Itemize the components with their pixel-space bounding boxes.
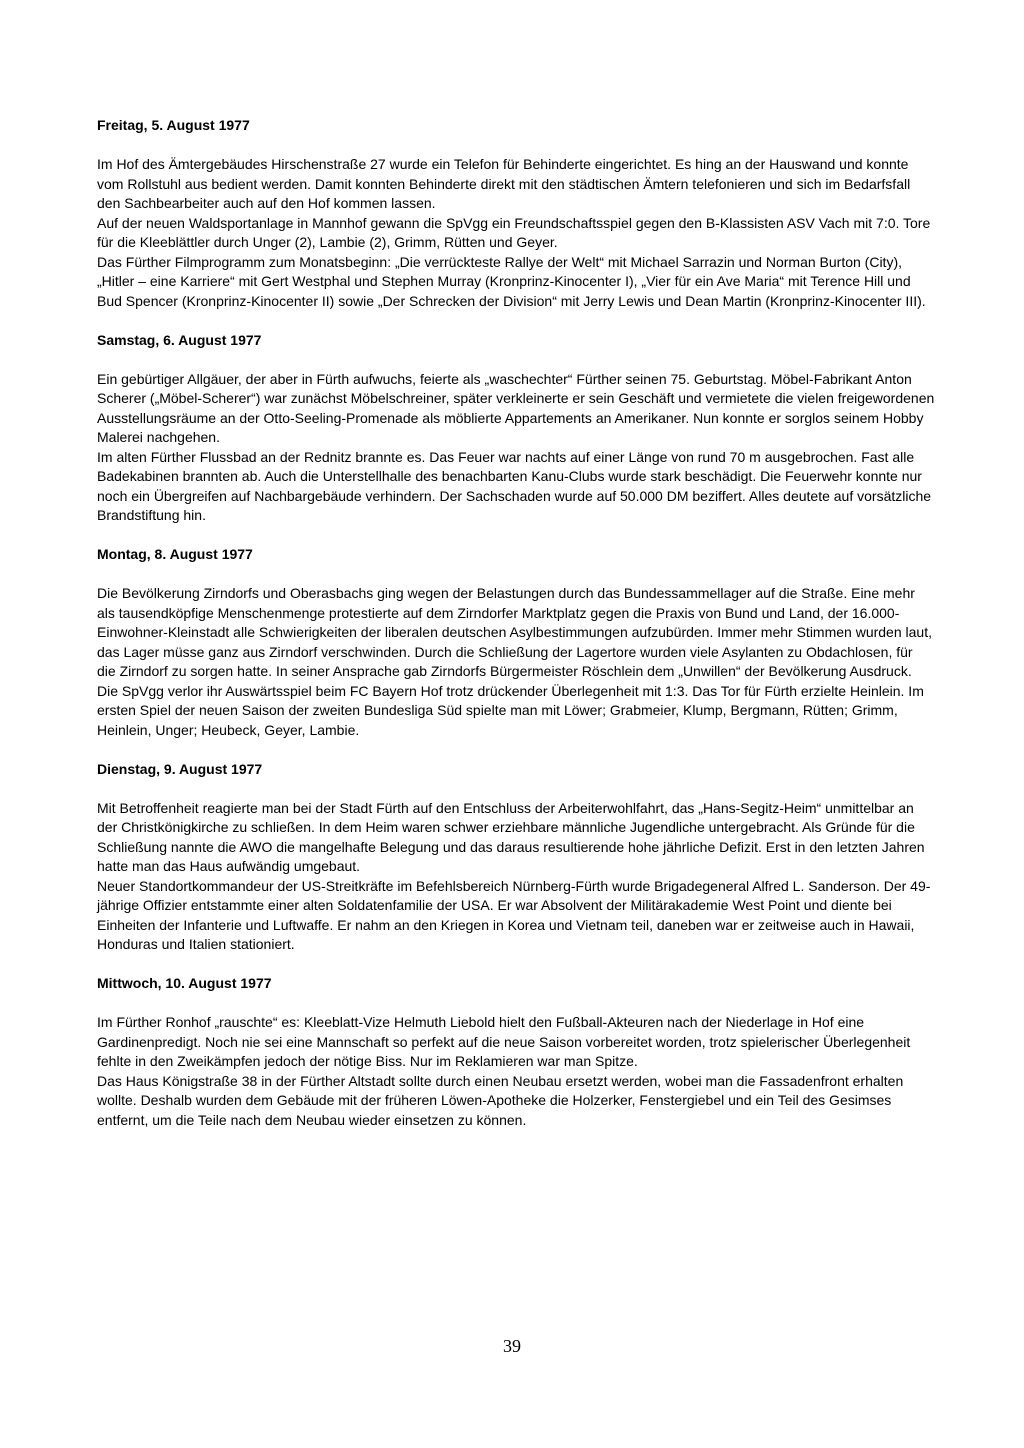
paragraph: Im Fürther Ronhof „rauschte“ es: Kleeblatt-Vize Helmuth Liebold hielt den Fußball-Akteuren nach der Niederlage in Hof eine Gardinenpredigt. Noch nie sei eine Mannschaft so perfekt auf die neue Saison vorbereitet worden, trotz spielerischer Überlegenheit fehlte in den Zweikämpfen jedoch der nötige Biss. Nur im Reklamieren war man Spitze. bbox=[97, 1014, 911, 1069]
day-heading: Montag, 8. August 1977 bbox=[97, 546, 253, 562]
day-section-mittwoch-10-august bbox=[97, 974, 935, 1130]
page-number: 39 bbox=[503, 1336, 521, 1356]
day-heading: Dienstag, 9. August 1977 bbox=[97, 760, 263, 777]
day-section-samstag-6-august bbox=[97, 331, 935, 526]
paragraph: Das Haus Königstraße 38 in der Fürther Altstadt sollte durch einen Neubau ersetzt werden, wobei man die Fassadenfront erhalten wollte. Deshalb wurden dem Gebäude mit der früheren Löwen-Apotheke die Holzerker, Fenstergiebel und ein Teil des Gesimses entfernt, um die Teile nach dem Neubau wieder einsetzen zu können. bbox=[97, 1072, 904, 1128]
day-section-dienstag-9-august bbox=[97, 760, 935, 955]
paragraph: Die Bevölkerung Zirndorfs und Oberasbachs ging wegen der Belastungen durch das Bundessammellager auf die Straße. Eine mehr als tausendköpfige Menschenmenge protestierte auf dem Zirndorfer Marktplatz gegen die Praxis von Bund und Land, der 16.000-Einwohner-Kleinstadt alle Schwierigkeiten der liberalen deutschen Asylbestimmungen aufzubürden. Immer mehr Stimmen wurden laut, das Lager müsse ganz aus Zirndorf verschwinden. Durch die Schließung der Lagertore wurden viele Asylanten zu Obdachlosen, für die Zirndorf zu sorgen hatte. In seiner Ansprache gab Zirndorfs Bürgermeister Röschlein dem „Unwillen“ der Bevölkerung Ausdruck. bbox=[97, 585, 932, 679]
paragraph: Im alten Fürther Flussbad an der Rednitz brannte es. Das Feuer war nachts auf einer Länge von rund 70 m ausgebrochen. Fast alle Badekabinen brannten ab. Auch die Unterstellhalle des benachbarten Kanu-Clubs wurde stark beschädigt. Die Feuerwehr konnte nur noch ein Übergreifen auf Nachbargebäude verhindern. Der Sachschaden wurde auf 50.000 DM beziffert. Alles deutete auf vorsätzliche Brandstiftung hin. bbox=[97, 448, 932, 523]
day-heading: Samstag, 6. August 1977 bbox=[97, 331, 262, 348]
paragraph: Auf der neuen Waldsportanlage in Mannhof gewann die SpVgg ein Freundschaftsspiel gegen den B-Klassisten ASV Vach mit 7:0. Tore für die Kleeblättler durch Unger (2), Lambie (2), Grimm, Rütten und Geyer. bbox=[97, 214, 931, 250]
day-section-freitag-5-august bbox=[97, 116, 935, 311]
paragraph: Im Hof des Ämtergebäudes Hirschenstraße 27 wurde ein Telefon für Behinderte eingerichtet. Es hing an der Hauswand und konnte vom Rollstuhl aus bedient werden. Damit konnten Behinderte direkt mit den städtischen Ämtern telefonieren und sich im Bedarfsfall den Sachbearbeiter auch auf den Hof kommen lassen. bbox=[97, 156, 911, 211]
day-section-montag-8-august bbox=[97, 545, 935, 740]
paragraph: Mit Betroffenheit reagierte man bei der Stadt Fürth auf den Entschluss der Arbeiterwohlfahrt, das „Hans-Segitz-Heim“ unmittelbar an der Christkönigkirche zu schließen. In dem Heim waren schwer erziehbare männliche Jugendliche untergebracht. Als Gründe für die Schließung nannte die AWO die mangelhafte Belegung und das daraus resultierende hohe jährliche Defizit. Erst in den letzten Jahren hatte man das Haus aufwändig umgebaut. bbox=[97, 799, 925, 874]
paragraph: Neuer Standortkommandeur der US-Streitkräfte im Befehlsbereich Nürnberg-Fürth wurde Brigadegeneral Alfred L. Sanderson. Der 49-jährige Offizier entstammte einer alten Soldatenfamilie der USA. Er war Absolvent der Militärakademie West Point und diente bei Einheiten der Infanterie und Luftwaffe. Er nahm an den Kriegen in Korea und Vietnam teil, daneben war er zeitweise auch in Hawaii, Honduras und Italien stationiert. bbox=[97, 877, 931, 952]
paragraph: Die SpVgg verlor ihr Auswärtsspiel beim FC Bayern Hof trotz drückender Überlegenheit mit 1:3. Das Tor für Fürth erzielte Heinlein. Im ersten Spiel der neuen Saison der zweiten Bundesliga Süd spielte man mit Löwer; Grabmeier, Klump, Bergmann, Rütten; Grimm, Heinlein, Unger; Heubeck, Geyer, Lambie. bbox=[97, 682, 924, 738]
day-heading: Freitag, 5. August 1977 bbox=[97, 117, 250, 133]
day-heading: Mittwoch, 10. August 1977 bbox=[97, 975, 272, 991]
paragraph: Das Fürther Filmprogramm zum Monatsbeginn: „Die verrückteste Rallye der Welt“ mit Michael Sarrazin und Norman Burton (City), „Hitler – eine Karriere“ mit Gert Westphal und Stephen Murray (Kronprinz-Kinocenter I), „Vier für ein Ave Maria“ mit Terence Hill und Bud Spencer (Kronprinz-Kinocenter II) sowie „Der Schrecken der Division“ mit Jerry Lewis und Dean Martin (Kronprinz-Kinocenter III). bbox=[97, 253, 926, 309]
paragraph: Ein gebürtiger Allgäuer, der aber in Fürth aufwuchs, feierte als „waschechter“ Fürther seinen 75. Geburtstag. Möbel-Fabrikant Anton Scherer („Möbel-Scherer“) war zunächst Möbelschreiner, später verkleinerte er sein Geschäft und vermietete die vielen freigewordenen Ausstellungsräume an der Otto-Seeling-Promenade als möblierte Appartements an Amerikaner. Nun konnte er sorglos seinem Hobby Malerei nachgehen. bbox=[97, 370, 935, 445]
